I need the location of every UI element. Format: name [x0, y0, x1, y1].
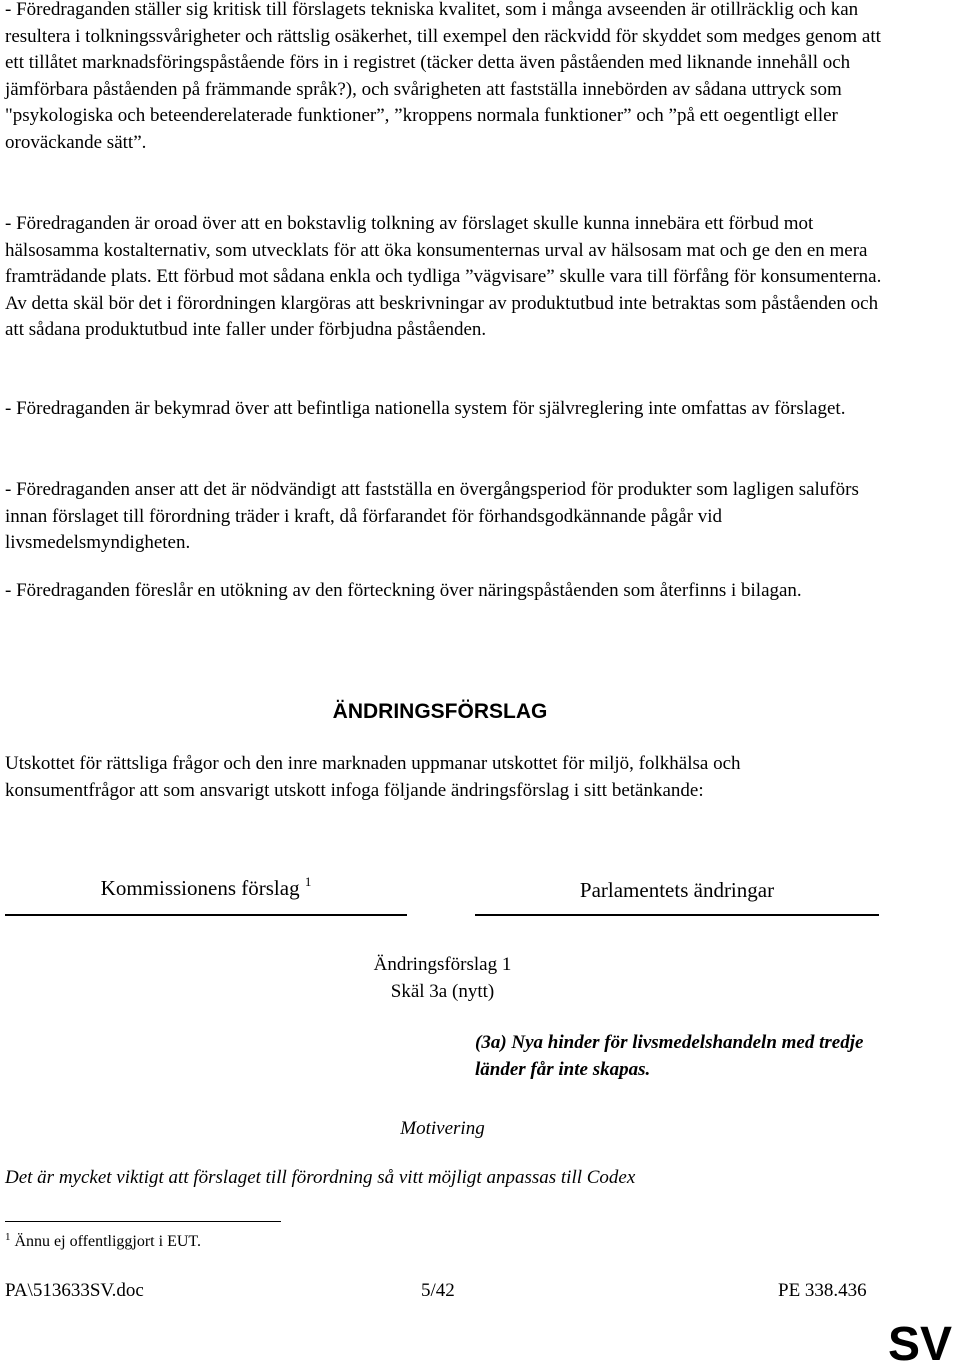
- paragraph-nutrition-claims: - Föredraganden föreslår en utökning av den förteckning över näringspåståenden som återfinns i bilagan.: [5, 580, 802, 601]
- left-column-rule: [5, 914, 407, 916]
- justification-label: Motivering: [400, 1118, 485, 1139]
- amendments-intro: Utskottet för rättsliga frågor och den inre marknaden uppmanar utskottet för miljö, folkhälsa och konsumentfrågor att som ansvarigt utskott infoga följande ändringsförslag i sitt betänkande:: [5, 753, 741, 801]
- commission-proposal-label: Kommissionens förslag: [100, 876, 300, 900]
- justification-text: Det är mycket viktigt att förslaget till förordning så vitt möjligt anpassas till Codex: [5, 1167, 636, 1188]
- paragraph-self-regulation: - Föredraganden är bekymrad över att befintliga nationella system för självreglering inte omfattas av förslaget.: [5, 398, 846, 419]
- footnote-separator: [5, 1221, 281, 1222]
- footnote-mark: 1: [5, 1231, 11, 1243]
- paragraph-technical-quality: - Föredraganden ställer sig kritisk till förslagets tekniska kvalitet, som i många avseenden är otillräcklig och kan resultera i tolkningssvårigheter och rättslig osäkerhet, till exempel den räckvidd för skyddet som medges genom att ett tillåtet marknadsföringspåstående förs in i registret (täcker detta även påståenden med liknande innehåll och jämförbara påståenden på främmande språk?), och svårigheten att fastställa innebörden av sådana uttryck som "psykologiska och beteenderelaterade funktioner”, ”kroppens normala funktioner” och ”på ett oegentligt eller oroväckande sätt”.: [5, 0, 881, 153]
- footnote-text: Ännu ej offentliggjort i EUT.: [14, 1233, 201, 1250]
- parliament-amendments-column-title: Parlamentets ändringar: [579, 878, 775, 902]
- amendment-text: (3a) Nya hinder för livsmedelshandeln med tredje länder får inte skapas.: [475, 1032, 864, 1080]
- paragraph-literal-interpretation: - Föredraganden är oroad över att en bokstavlig tolkning av förslaget skulle kunna innebära ett förbud mot hälsosamma kostalternativ, som utvecklats för att öka konsumenternas urval av hälsosam mat och ge den en mera framträdande plats. Ett förbud mot sådana enkla och tydliga ”vägvisare” skulle vara till förfång för konsumenterna. Av detta skäl bör det i förordningen klargöras att beskrivningar av produktutbud inte betraktas som påståenden och att sådana produktutbud inte faller under förbjudna påståenden.: [5, 213, 882, 340]
- footer-page-number: 5/42: [421, 1280, 455, 1301]
- amendment-reference: Skäl 3a (nytt): [390, 981, 495, 1002]
- amendments-heading: ÄNDRINGSFÖRSLAG: [332, 700, 548, 723]
- footer-document-reference: PA\513633SV.doc: [5, 1280, 144, 1301]
- paragraph-transition-period: - Föredraganden anser att det är nödvändigt att fastställa en övergångsperiod för produkter som lagligen saluförs innan förslaget till förordning träder i kraft, då förfarandet för förhandsgodkännande pågår vid livsmedelsmyndigheten.: [5, 479, 859, 553]
- footnote-reference: 1: [304, 874, 312, 889]
- right-column-rule: [475, 914, 879, 916]
- language-badge: SV: [888, 1318, 953, 1371]
- footer-pe-reference: PE 338.436: [778, 1280, 867, 1301]
- commission-proposal-column-title: [5, 876, 407, 901]
- amendment-number: Ändringsförslag 1: [373, 954, 512, 975]
- footnote: [5, 1233, 201, 1251]
